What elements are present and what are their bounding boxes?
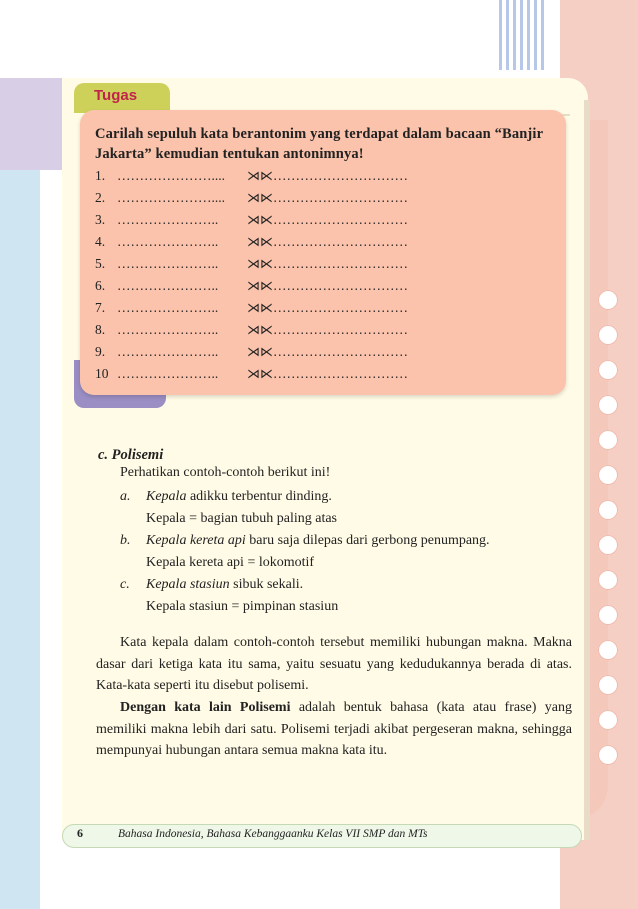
antonym-symbol: ⋊⋉ [247, 213, 273, 228]
example-sentence: adikku terbentur dinding. [186, 489, 332, 504]
answer-blank-left: ………………….. [117, 300, 219, 315]
answer-row [95, 321, 408, 340]
answer-blank-right: ………………………… [273, 256, 408, 271]
answer-blank-right: ………………………… [273, 212, 408, 227]
decorative-dot [598, 570, 618, 590]
answer-row [95, 277, 408, 296]
antonym-symbol: ⋊⋉ [247, 323, 273, 338]
antonym-symbol: ⋊⋉ [247, 367, 273, 382]
antonym-symbol: ⋊⋉ [247, 279, 273, 294]
answer-number: 9. [95, 344, 106, 359]
example-a [120, 487, 332, 507]
page-panel-edge [584, 100, 590, 840]
antonym-symbol: ⋊⋉ [247, 257, 273, 272]
answer-number: 3. [95, 212, 106, 227]
answer-blank-right: ………………………… [273, 366, 408, 381]
example-c-meaning: Kepala stasiun = pimpinan stasiun [146, 599, 339, 614]
answer-blank-right: ………………………… [273, 168, 408, 183]
example-term: Kepala stasiun [146, 577, 230, 592]
example-sentence: sibuk sekali. [229, 577, 304, 592]
example-letter: a. [120, 489, 131, 504]
answer-blank-right: ………………………… [273, 278, 408, 293]
example-b-meaning: Kepala kereta api = lokomotif [146, 555, 315, 570]
answer-number: 7. [95, 300, 106, 315]
decorative-dot [598, 465, 618, 485]
answer-blank-right: ………………………… [273, 234, 408, 249]
decorative-dot [598, 605, 618, 625]
answer-number: 8. [95, 322, 106, 337]
example-term: Kepala [146, 489, 187, 504]
decorative-dot [598, 290, 618, 310]
antonym-symbol: ⋊⋉ [247, 169, 273, 184]
background-left-lilac [0, 78, 64, 170]
answer-blank-left: ………………….. [117, 212, 219, 227]
answer-blank-right: ………………………… [273, 300, 408, 315]
decorative-dots [594, 290, 624, 780]
decorative-dot [598, 395, 618, 415]
decorative-stripes [499, 0, 547, 70]
answer-number: 2. [95, 190, 106, 205]
answer-number: 6. [95, 278, 106, 293]
antonym-symbol: ⋊⋉ [247, 235, 273, 250]
tugas-label: Tugas [94, 87, 138, 104]
antonym-symbol: ⋊⋉ [247, 301, 273, 316]
decorative-dot [598, 745, 618, 765]
answer-blank-left: ………………….... [117, 168, 225, 183]
example-b [120, 531, 490, 551]
background-left-blue [0, 120, 40, 909]
example-letter: c. [120, 577, 130, 592]
answer-blank-left: ………………….. [117, 256, 219, 271]
tugas-tab [74, 83, 170, 113]
answer-blank-left: ………………….. [117, 322, 219, 337]
answer-row [95, 211, 408, 230]
answer-row [95, 255, 408, 274]
answer-blank-right: ………………………… [273, 322, 408, 337]
book-title: Bahasa Indonesia, Bahasa Kebanggaanku Kelas VII SMP dan MTs [118, 828, 428, 840]
example-a-meaning: Kepala = bagian tubuh paling atas [146, 511, 338, 526]
answer-blank-left: ………………….. [117, 234, 219, 249]
antonym-symbol: ⋊⋉ [247, 345, 273, 360]
decorative-dot [598, 325, 618, 345]
paragraph-2-emphasis: Dengan kata lain Polisemi [120, 700, 291, 715]
section-heading: c. Polisemi [98, 447, 164, 463]
answer-row [95, 299, 408, 318]
answer-number: 5. [95, 256, 106, 271]
answer-blank-left: ………………….. [117, 278, 219, 293]
decorative-dot [598, 430, 618, 450]
page-number: 6 [77, 826, 83, 840]
decorative-dot [598, 360, 618, 380]
answer-number: 10 [95, 366, 109, 381]
section-intro: Perhatikan contoh-contoh berikut ini! [120, 465, 331, 480]
answer-blank-right: ………………………… [273, 344, 408, 359]
answer-row [95, 167, 408, 186]
answer-number: 4. [95, 234, 106, 249]
decorative-dot [598, 710, 618, 730]
answer-row [95, 343, 408, 362]
decorative-dot [598, 535, 618, 555]
antonym-symbol: ⋊⋉ [247, 191, 273, 206]
decorative-dot [598, 640, 618, 660]
answer-row [95, 365, 408, 384]
tugas-instruction: Carilah sepuluh kata berantonim yang terdapat dalam bacaan “Banjir Jakarta” kemudian tentukan antonimnya! [95, 126, 543, 162]
paragraph-1: Kata kepala dalam contoh-contoh tersebut memiliki hubungan makna. Makna dasar dari ketiga kata itu sama, yaitu sesuatu yang kedudukannya berada di atas. Kata-kata seperti itu disebut polisemi. [96, 635, 572, 693]
example-letter: b. [120, 533, 131, 548]
paragraph-2 [96, 697, 572, 762]
answer-number: 1. [95, 168, 106, 183]
paragraph-2-text: adalah bentuk bahasa (kata atau frase) yang memiliki makna lebih dari satu. Polisemi terjadi akibat pergeseran makna, sehingga mempunyai hubungan antara semua makna kata itu. [96, 700, 572, 758]
example-c [120, 575, 303, 595]
example-term: Kepala kereta api [146, 533, 246, 548]
answer-blank-left: ………………….. [117, 344, 219, 359]
decorative-dot [598, 675, 618, 695]
answer-row [95, 189, 408, 208]
decorative-dot [598, 500, 618, 520]
answer-blank-left: ………………….. [117, 366, 219, 381]
example-sentence: baru saja dilepas dari gerbong penumpang. [245, 533, 490, 548]
answer-blank-right: ………………………… [273, 190, 408, 205]
answer-blank-left: ………………….... [117, 190, 225, 205]
answer-row [95, 233, 408, 252]
